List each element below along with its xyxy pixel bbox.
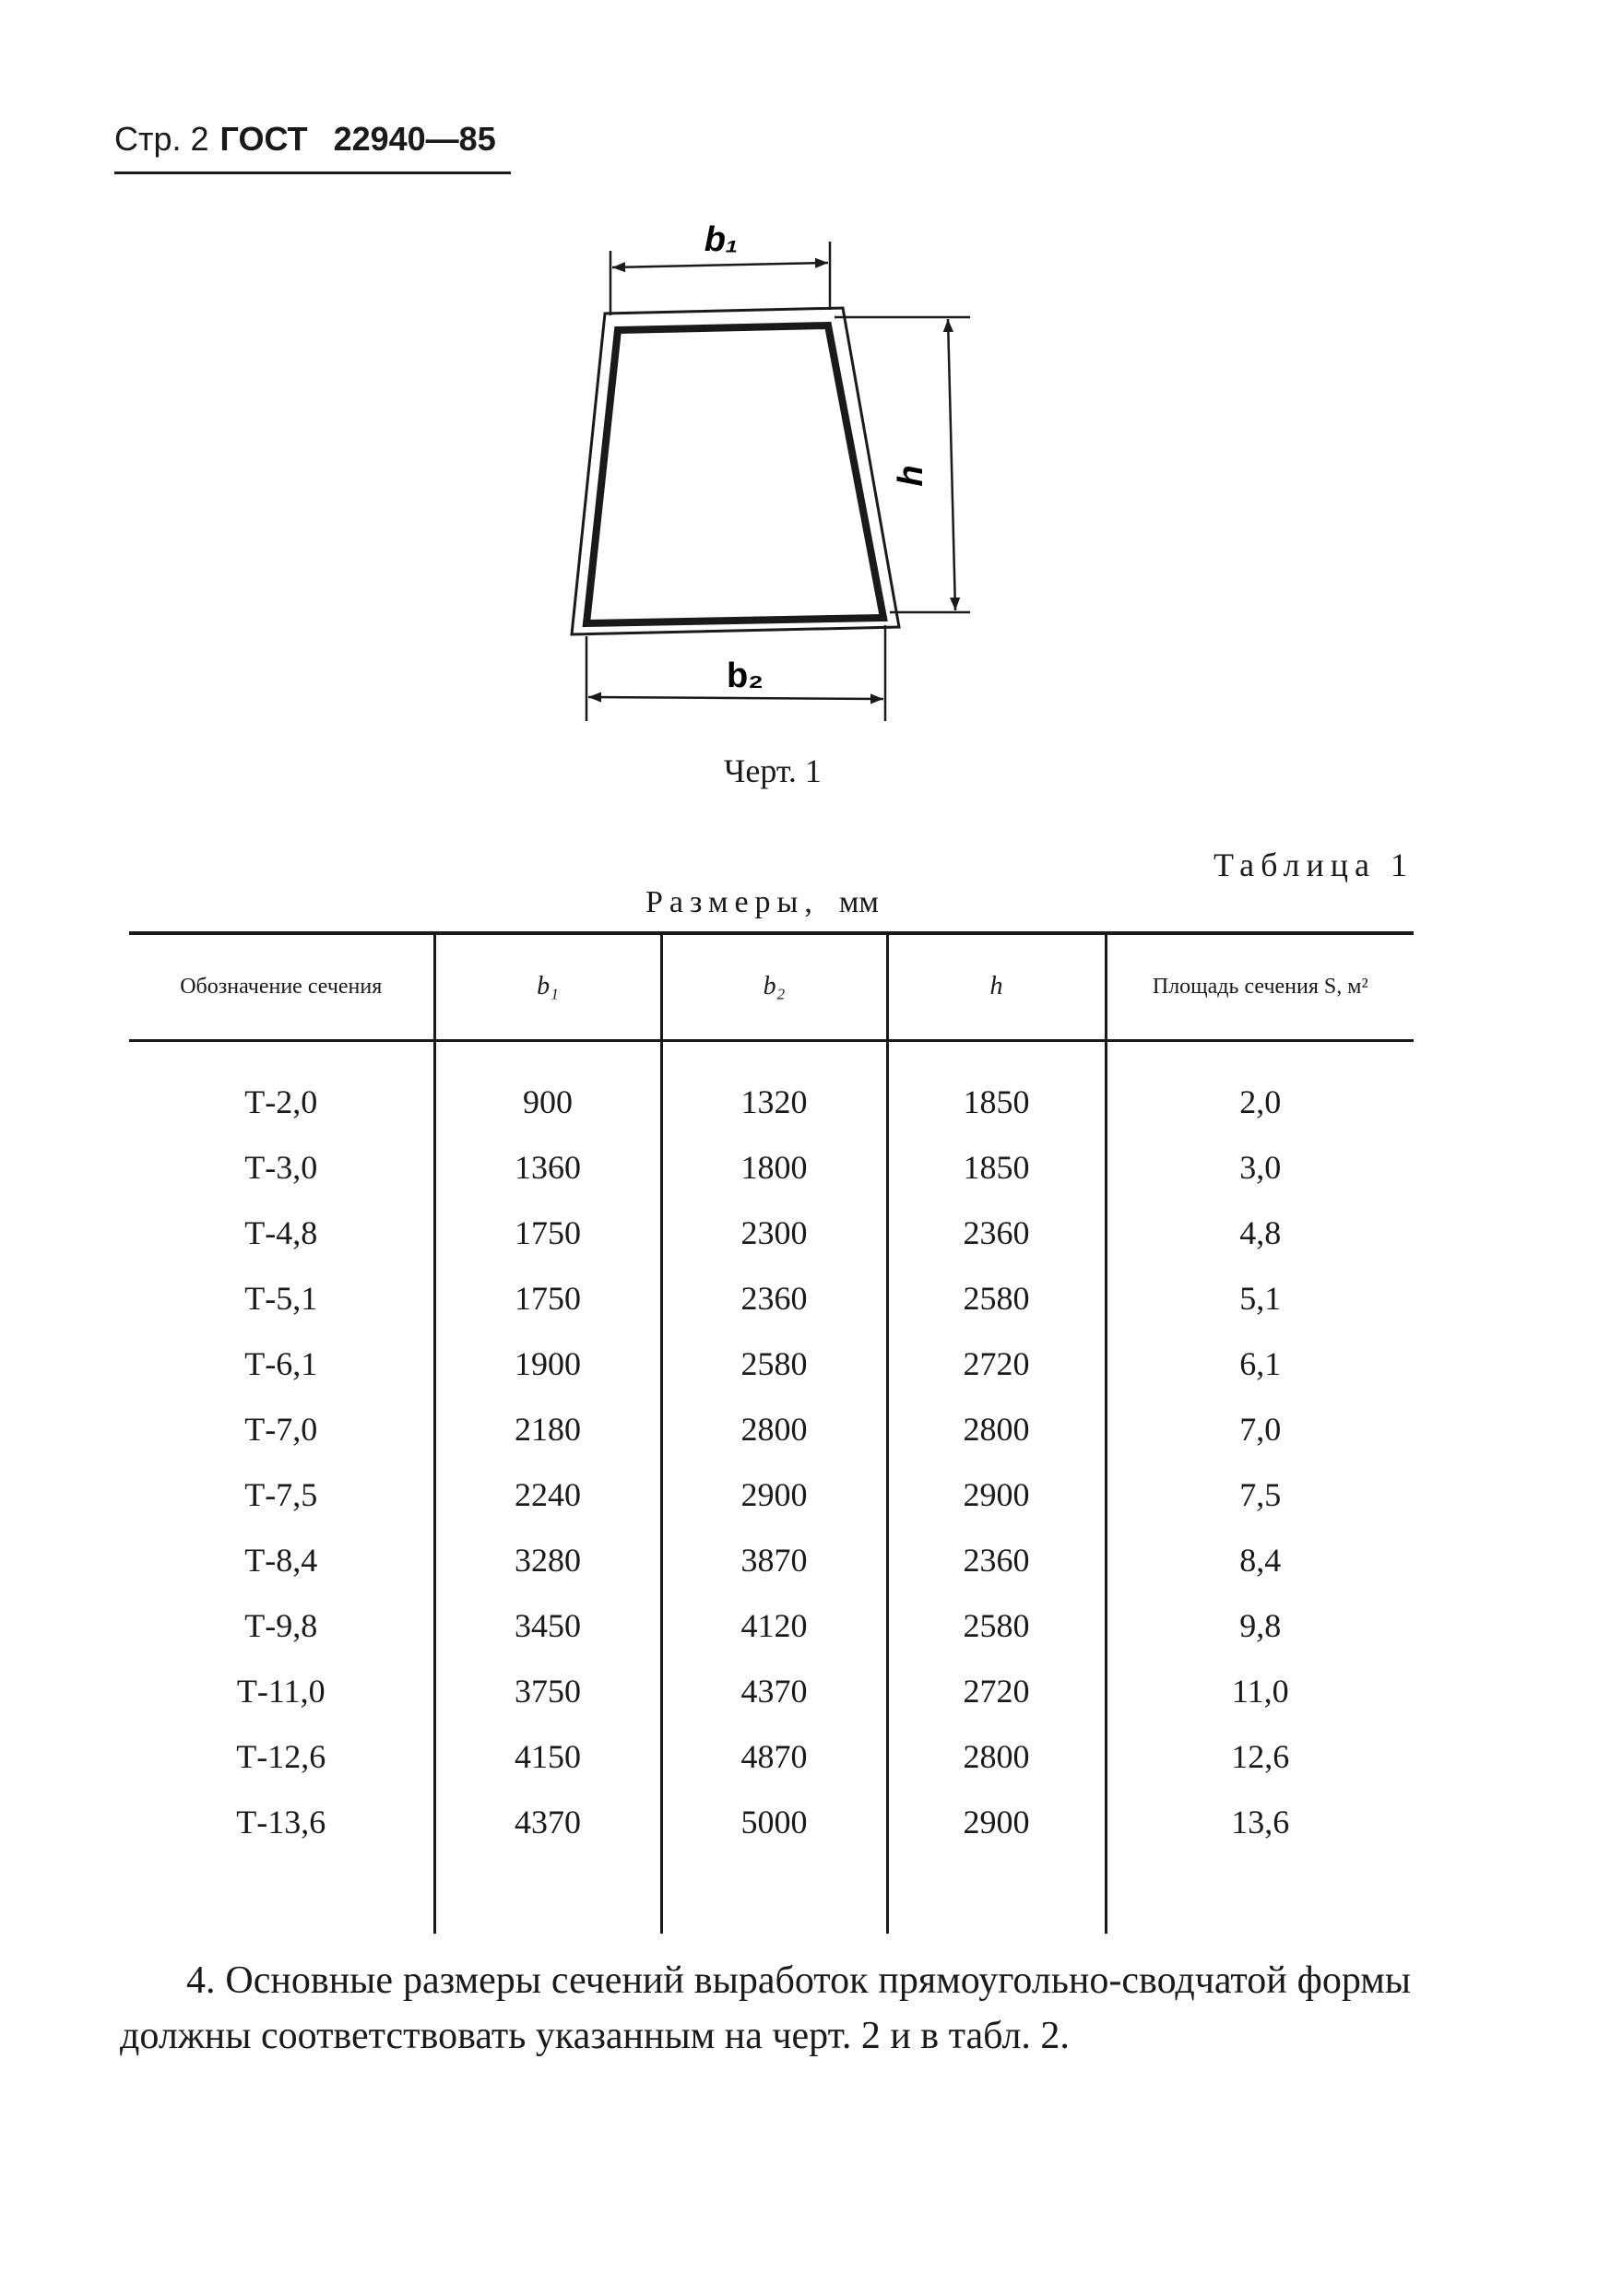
cell-designation: Т-3,0 — [244, 1149, 318, 1186]
cell-designation: Т-13,6 — [236, 1804, 326, 1840]
cell-area: 4,8 — [1106, 1201, 1414, 1266]
table-row — [129, 1397, 1414, 1462]
h-label: h — [892, 465, 930, 487]
cell-b2: 5000 — [661, 1790, 887, 1855]
table-filler-row — [129, 1855, 1414, 1934]
trapezoid-section-drawing — [516, 203, 1033, 738]
cell-area: 7,5 — [1106, 1462, 1414, 1528]
cell-b2: 2580 — [661, 1331, 887, 1397]
cell-h: 2800 — [887, 1724, 1106, 1790]
cell-h: 2900 — [887, 1462, 1106, 1528]
h-dimension-line — [948, 319, 955, 610]
standard-number: 22940—85 — [333, 120, 496, 158]
table-units — [645, 885, 879, 920]
b2-dimension-line — [588, 697, 883, 699]
cell-b1: 900 — [434, 1040, 661, 1135]
cell-b2: 2300 — [661, 1201, 887, 1266]
table-row — [129, 1790, 1414, 1855]
table-row — [129, 1528, 1414, 1593]
cell-b1: 3750 — [434, 1659, 661, 1724]
cell-designation: Т-7,0 — [244, 1411, 318, 1448]
cell-b2: 3870 — [661, 1528, 887, 1593]
cell-b2: 4120 — [661, 1593, 887, 1659]
cell-area: 5,1 — [1106, 1266, 1414, 1331]
cell-designation: Т-12,6 — [236, 1738, 326, 1775]
b2-label: b₂ — [726, 657, 764, 695]
cell-area: 12,6 — [1106, 1724, 1414, 1790]
b1-dimension-line — [612, 263, 828, 267]
cell-b2: 2900 — [661, 1462, 887, 1528]
cell-h: 2360 — [887, 1528, 1106, 1593]
table-row — [129, 1040, 1414, 1135]
figure-caption: Черт. 1 — [724, 752, 822, 789]
cell-b2: 1800 — [661, 1135, 887, 1201]
header-area: Площадь сечения S, м² — [1106, 933, 1414, 1040]
cell-h: 2360 — [887, 1201, 1106, 1266]
cell-h: 2580 — [887, 1266, 1106, 1331]
cell-b2: 2360 — [661, 1266, 887, 1331]
sections-table — [129, 931, 1414, 1934]
b1-label: b₁ — [704, 220, 739, 259]
inner-contour — [586, 325, 883, 623]
cell-designation: Т-11,0 — [236, 1673, 326, 1710]
cell-area: 13,6 — [1106, 1790, 1414, 1855]
cell-b1: 1750 — [434, 1266, 661, 1331]
cell-h: 2580 — [887, 1593, 1106, 1659]
header-rule — [114, 172, 511, 174]
header-b1: b₁ — [434, 933, 661, 1040]
units-unit: мм — [838, 885, 879, 919]
table-row — [129, 1201, 1414, 1266]
running-head — [114, 120, 496, 159]
cell-h: 2720 — [887, 1331, 1106, 1397]
cell-area: 7,0 — [1106, 1397, 1414, 1462]
cell-area: 3,0 — [1106, 1135, 1414, 1201]
cell-b1: 1900 — [434, 1331, 661, 1397]
cell-area: 6,1 — [1106, 1331, 1414, 1397]
cell-h: 1850 — [887, 1135, 1106, 1201]
cell-area: 2,0 — [1106, 1040, 1414, 1135]
body-paragraph: 4. Основные размеры сечений выработок прямоугольно-сводчатой формы должны соответствовать указанным на черт. 2 и в табл. 2. — [120, 1959, 1411, 2057]
cell-h: 2720 — [887, 1659, 1106, 1724]
cell-b1: 2240 — [434, 1462, 661, 1528]
standard-label: ГОСТ — [219, 120, 308, 158]
cell-b1: 1360 — [434, 1135, 661, 1201]
cell-area: 11,0 — [1106, 1659, 1414, 1724]
cell-h: 1850 — [887, 1040, 1106, 1135]
header-b2: b₂ — [661, 933, 887, 1040]
cell-designation: Т-7,5 — [244, 1476, 318, 1513]
units-word: Размеры, — [645, 885, 819, 919]
table-row — [129, 1462, 1414, 1528]
cell-area: 9,8 — [1106, 1593, 1414, 1659]
table-row — [129, 1659, 1414, 1724]
table-row — [129, 1266, 1414, 1331]
cell-b1: 3280 — [434, 1528, 661, 1593]
table-number: Таблица 1 — [1214, 846, 1414, 883]
page-label: Стр. 2 — [114, 120, 209, 158]
table-row — [129, 1724, 1414, 1790]
table-row — [129, 1331, 1414, 1397]
cell-b2: 2800 — [661, 1397, 887, 1462]
cell-designation: Т-4,8 — [244, 1214, 318, 1251]
cell-b2: 4870 — [661, 1724, 887, 1790]
table-header-row — [129, 933, 1414, 1040]
cell-b1: 3450 — [434, 1593, 661, 1659]
cell-b1: 2180 — [434, 1397, 661, 1462]
cell-designation: Т-2,0 — [244, 1083, 318, 1120]
cell-b1: 4150 — [434, 1724, 661, 1790]
cell-b1: 1750 — [434, 1201, 661, 1266]
cell-h: 2900 — [887, 1790, 1106, 1855]
cell-b1: 4370 — [434, 1790, 661, 1855]
table-row — [129, 1593, 1414, 1659]
cell-designation: Т-5,1 — [244, 1280, 318, 1317]
cell-designation: Т-9,8 — [244, 1607, 318, 1644]
table-row — [129, 1135, 1414, 1201]
cell-b2: 4370 — [661, 1659, 887, 1724]
outer-contour — [572, 308, 899, 634]
header-h: h — [887, 933, 1106, 1040]
cell-h: 2800 — [887, 1397, 1106, 1462]
cell-b2: 1320 — [661, 1040, 887, 1135]
cell-designation: Т-6,1 — [244, 1345, 318, 1382]
cell-designation: Т-8,4 — [244, 1542, 318, 1579]
cell-area: 8,4 — [1106, 1528, 1414, 1593]
header-designation: Обозначение сечения — [129, 933, 434, 1040]
